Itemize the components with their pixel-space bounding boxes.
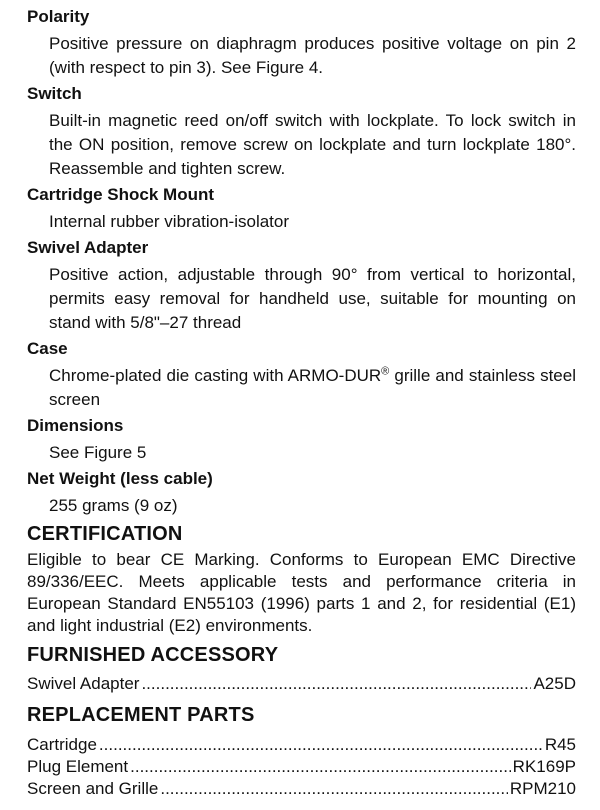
parts-row [27, 778, 576, 800]
furnished-accessory-section [27, 642, 577, 695]
part-number: A25D [533, 674, 576, 693]
leader-dots [99, 734, 543, 756]
part-number: RPM210 [509, 779, 576, 798]
spec-description-text: grille and stainless steel screen [49, 366, 576, 409]
leader-dots [130, 756, 511, 778]
section-heading: REPLACEMENT PARTS [27, 704, 255, 726]
spec-term: Cartridge Shock Mount [27, 185, 215, 204]
spec-net-weight [27, 467, 577, 518]
spec-case [27, 337, 577, 412]
certification-text: Eligible to bear CE Marking. Conforms to European EMC Directive 89/336/EEC. Meets applicable tests and performance criteria in European Standard EN55103 (1996) parts 1 and 2, for residential (E1) and light industrial (E2) environments. [27, 550, 576, 635]
spec-description-text: Chrome-plated die casting with ARMO-DUR [49, 366, 382, 385]
registered-mark: ® [381, 365, 390, 378]
leader-dots [160, 778, 508, 800]
part-name: Screen and Grille [27, 779, 159, 798]
replacement-parts-section [27, 702, 577, 800]
section-heading: FURNISHED ACCESSORY [27, 644, 279, 666]
spec-document [27, 5, 577, 800]
spec-term: Case [27, 339, 68, 358]
spec-term: Dimensions [27, 416, 124, 435]
part-name: Cartridge [27, 735, 97, 754]
parts-row [27, 734, 576, 756]
certification-section [27, 521, 577, 637]
spec-description: Positive pressure on diaphragm produces positive voltage on pin 2 (with respect to pin 3). See Figure 4. [49, 34, 576, 77]
part-number: RK169P [512, 757, 576, 776]
spec-description: See Figure 5 [49, 443, 147, 462]
spec-swivel-adapter [27, 236, 577, 335]
spec-description: Internal rubber vibration-isolator [49, 212, 290, 231]
part-name: Swivel Adapter [27, 674, 140, 693]
parts-row [27, 756, 576, 778]
section-heading: CERTIFICATION [27, 523, 183, 545]
spec-description: Positive action, adjustable through 90° from vertical to horizontal, permits easy removal for handheld use, suitable for mounting on stand with 5/8"–27 thread [49, 265, 576, 332]
spec-cartridge-shock-mount [27, 183, 577, 234]
spec-description: Built-in magnetic reed on/off switch with lockplate. To lock switch in the ON position, remove screw on lockplate and turn lockplate 180°. Reassemble and tighten screw. [49, 111, 576, 178]
spec-polarity [27, 5, 577, 80]
part-number: R45 [544, 735, 576, 754]
spec-term: Switch [27, 84, 82, 103]
spec-description: 255 grams (9 oz) [49, 496, 178, 515]
spec-dimensions [27, 414, 577, 465]
spec-term: Swivel Adapter [27, 238, 149, 257]
spec-description [49, 364, 576, 412]
parts-row [27, 673, 576, 695]
spec-term: Net Weight (less cable) [27, 469, 213, 488]
part-name: Plug Element [27, 757, 129, 776]
spec-term: Polarity [27, 7, 90, 26]
spec-switch [27, 82, 577, 181]
leader-dots [141, 673, 531, 695]
